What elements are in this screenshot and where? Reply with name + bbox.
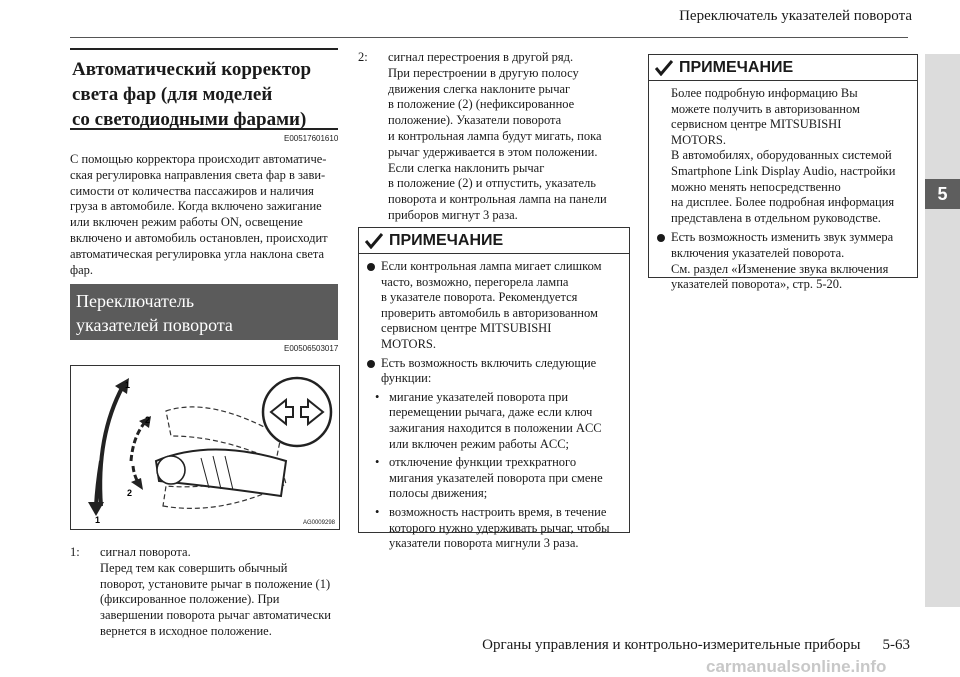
heading-line: Переключатель bbox=[76, 291, 195, 311]
caption-turn-signal bbox=[70, 545, 345, 640]
text-line: Если слегка наклонить рычаг bbox=[388, 160, 545, 175]
note-sub-item bbox=[367, 505, 623, 552]
text-line: или включен режим работы ON, освещение bbox=[70, 215, 303, 230]
text-line: сервисном центре MITSUBISHI bbox=[381, 321, 552, 336]
text-line: зажигания находится в положении ACC bbox=[389, 420, 602, 435]
section-code: E00517601610 bbox=[284, 134, 339, 143]
text-line: Перед тем как совершить обычный bbox=[100, 560, 288, 575]
caption-number: 1: bbox=[70, 545, 80, 559]
text-line: ская регулировка направления света фар в зави- bbox=[70, 167, 326, 182]
text-line: мигания указателей поворота при смене bbox=[389, 470, 603, 485]
note-header bbox=[649, 55, 917, 81]
note-paragraph bbox=[657, 86, 911, 226]
text-line: перемещении рычага, даже если ключ bbox=[389, 405, 593, 420]
note-bullet bbox=[367, 356, 623, 387]
sub-bullet: • bbox=[375, 455, 380, 470]
note-box-lamp bbox=[358, 227, 630, 551]
turn-signal-lever-figure bbox=[70, 365, 340, 530]
text-line: можно менять непосредственно bbox=[671, 179, 841, 194]
text-line: MOTORS. bbox=[671, 132, 726, 147]
text-line: Есть возможность включить следующие bbox=[381, 355, 597, 370]
text-line: Есть возможность изменить звук зуммера bbox=[671, 230, 894, 245]
arrow-up-1 bbox=[100, 386, 123, 506]
label-up-2: 2 bbox=[145, 415, 151, 425]
text-line: (фиксированное положение). При bbox=[100, 592, 280, 607]
note-sub-item bbox=[367, 390, 623, 452]
heading-line: указателей поворота bbox=[76, 315, 233, 335]
chapter-number: 5 bbox=[925, 179, 960, 209]
lever-tip bbox=[157, 456, 185, 484]
text-line: мигание указателей поворота при bbox=[389, 389, 569, 404]
watermark-text: carmanualsonline.info bbox=[706, 657, 887, 676]
note-header bbox=[359, 228, 629, 254]
text-line: полосы движения; bbox=[389, 486, 488, 501]
text-line: приборов мигнут 3 раза. bbox=[388, 207, 518, 222]
text-line: отключение функции трехкратного bbox=[389, 455, 577, 470]
figure-code: AG0009298 bbox=[302, 520, 335, 526]
bullet-dot bbox=[367, 360, 375, 368]
text-line: которого нужно удерживать рычаг, чтобы bbox=[389, 520, 610, 535]
caption-number: 2: bbox=[358, 50, 368, 64]
text-line: Если контрольная лампа мигает слишком bbox=[381, 259, 602, 273]
text-line: MOTORS. bbox=[381, 336, 436, 351]
section-code: E00506503017 bbox=[284, 344, 339, 353]
text-line: При перестроении в другую полосу bbox=[388, 65, 579, 80]
text-line: указатели поворота мигнули 3 раза. bbox=[389, 536, 579, 551]
text-line: включения указателей поворота. bbox=[671, 245, 845, 260]
section1-paragraph bbox=[70, 152, 340, 278]
text-line: вернется в исходное положение. bbox=[100, 623, 272, 638]
page-footer bbox=[482, 637, 910, 654]
text-line: можете получить в авторизованном bbox=[671, 101, 860, 116]
header-divider bbox=[70, 37, 908, 38]
label-down-2: 2 bbox=[127, 488, 133, 498]
check-mark-icon bbox=[365, 233, 383, 249]
text-line: на дисплее. Более подробная информация bbox=[671, 195, 895, 210]
text-line: в положение (2) (нефиксированное bbox=[388, 97, 575, 112]
check-mark-icon bbox=[655, 60, 673, 76]
text-line: рычаг удерживается в этом положении. bbox=[388, 144, 598, 159]
heading-line: со светодиодными фарами) bbox=[72, 109, 307, 130]
text-line: В автомобилях, оборудованных системой bbox=[671, 148, 892, 163]
text-line: завершении поворота рычаг автоматически bbox=[100, 608, 331, 623]
text-line: сервисном центре MITSUBISHI bbox=[671, 117, 842, 132]
text-line: возможность настроить время, в течение bbox=[389, 504, 607, 519]
text-line: в указателе поворота. Рекомендуется bbox=[381, 290, 578, 305]
note-title: ПРИМЕЧАНИЕ bbox=[679, 59, 794, 76]
label-down-1: 1 bbox=[95, 515, 101, 525]
text-line: в положение (2) и отпустить, указатель bbox=[388, 176, 596, 191]
text-line: и контрольная лампа будут мигать, пока bbox=[388, 128, 602, 143]
text-line: часто, возможно, перегорела лампа bbox=[381, 274, 569, 289]
note-sub-item bbox=[367, 455, 623, 502]
arrow-down-2-head bbox=[131, 478, 143, 490]
text-line: сигнал перестроения в другой ряд. bbox=[388, 50, 574, 64]
section-heading-headlight-leveling bbox=[70, 48, 338, 130]
note-body bbox=[359, 254, 629, 552]
footer-section: Органы управления и контрольно-измерительные приборы bbox=[482, 637, 861, 653]
text-line: С помощью корректора происходит автоматиче- bbox=[70, 152, 327, 166]
arrow-down-1-head bbox=[88, 502, 104, 516]
heading-line: света фар (для моделей bbox=[72, 84, 273, 105]
text-line: положение). Указатели поворота bbox=[388, 113, 562, 128]
text-line: симости от количества пассажиров и наличия bbox=[70, 183, 314, 198]
text-line: автоматическая регулировка угла наклона света bbox=[70, 246, 325, 261]
section-heading-turn-signal bbox=[70, 284, 338, 340]
text-line: проверить автомобиль в авторизованном bbox=[381, 305, 598, 320]
text-line: включено и автомобиль остановлен, происходит bbox=[70, 230, 328, 245]
bullet-dot bbox=[367, 263, 375, 271]
caption-lane-change bbox=[358, 50, 638, 224]
bullet-dot bbox=[657, 234, 665, 242]
note-body bbox=[649, 81, 917, 293]
label-up-1: 1 bbox=[125, 380, 131, 390]
sub-bullet: • bbox=[375, 389, 380, 404]
note-title: ПРИМЕЧАНИЕ bbox=[389, 232, 504, 249]
text-line: груза в автомобиле. Когда включено зажигание bbox=[70, 199, 322, 214]
page-header-title: Переключатель указателей поворота bbox=[679, 8, 912, 24]
text-line: Smartphone Link Display Audio, настройки bbox=[671, 163, 896, 178]
lever-illustration bbox=[71, 366, 341, 531]
text-line: фар. bbox=[70, 262, 94, 277]
arrow-up-2 bbox=[131, 421, 146, 461]
text-line: или включен режим работы ACC; bbox=[389, 436, 570, 451]
turn-signal-indicator-icon bbox=[263, 378, 331, 446]
sub-bullet: • bbox=[375, 504, 380, 519]
chapter-side-tab bbox=[925, 54, 960, 607]
text-line: сигнал поворота. bbox=[100, 545, 191, 559]
text-line: представлена в отдельном руководстве. bbox=[671, 210, 881, 225]
text-line: поворот, установите рычаг в положение (1) bbox=[100, 576, 331, 591]
text-line: движения слегка наклоните рычаг bbox=[388, 81, 571, 96]
text-line: поворота и контрольная лампа на панели bbox=[388, 192, 607, 207]
text-line: функции: bbox=[381, 371, 432, 386]
page-number: 5-63 bbox=[882, 637, 910, 653]
text-line: См. раздел «Изменение звука включения bbox=[671, 261, 889, 276]
note-bullet bbox=[657, 230, 911, 292]
text-line: Более подробную информацию Вы bbox=[671, 86, 858, 100]
note-box-info bbox=[648, 54, 918, 292]
note-bullet bbox=[367, 259, 623, 353]
text-line: указателей поворота», стр. 5-20. bbox=[671, 277, 843, 292]
heading-line: Автоматический корректор bbox=[72, 59, 312, 80]
